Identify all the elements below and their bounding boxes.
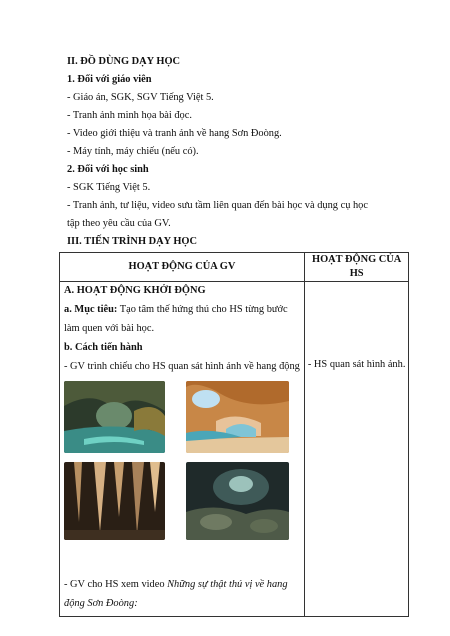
hs-cell xyxy=(304,282,409,617)
student-heading: 2. Đối với học sinh xyxy=(67,164,149,175)
student-item: tập theo yêu cầu của GV. xyxy=(67,218,171,229)
section-heading-process: III. TIẾN TRÌNH DẠY HỌC xyxy=(67,236,198,247)
hs-step1: - HS quan sát hình ảnh. xyxy=(307,359,406,370)
teacher-heading: 1. Đối với giáo viên xyxy=(67,74,152,85)
video-title: Những sự thật thú vị về hang xyxy=(167,579,288,590)
teacher-item: - Video giới thiệu và tranh ảnh về hang Sơn Đoòng. xyxy=(67,128,282,139)
cave-photo-stalactites xyxy=(64,462,165,540)
goal-line xyxy=(64,303,300,322)
table-header-row xyxy=(60,253,409,282)
cave-photo-beach xyxy=(186,381,289,453)
teacher-item: - Giáo án, SGK, SGV Tiếng Việt 5. xyxy=(67,92,214,103)
section-heading-materials: II. ĐỒ DÙNG DẠY HỌC xyxy=(67,56,181,67)
cave-photo-river xyxy=(64,381,165,453)
goal-label: a. Mục tiêu: xyxy=(64,304,118,315)
cave-photo-chamber xyxy=(186,462,289,540)
goal-text-cont: làm quen với bài học. xyxy=(64,323,155,334)
student-item: - SGK Tiếng Việt 5. xyxy=(67,182,151,193)
gv-step2-prefix: - GV cho HS xem video xyxy=(64,579,168,590)
gv-step2 xyxy=(64,578,300,597)
student-item: - Tranh ảnh, tư liệu, video sưu tầm liên quan đến bài học và dụng cụ học xyxy=(67,200,368,211)
method-label: b. Cách tiến hành xyxy=(64,342,143,353)
gv-step1: - GV trình chiếu cho HS quan sát hình ảnh về hang động xyxy=(64,361,300,372)
header-gv: HOẠT ĐỘNG CỦA GV xyxy=(60,253,305,282)
activity-title: A. HOẠT ĐỘNG KHỞI ĐỘNG xyxy=(64,285,206,296)
goal-text: Tạo tâm thế hứng thú cho HS từng bước xyxy=(117,304,288,315)
teacher-item: - Máy tính, máy chiếu (nếu có). xyxy=(67,146,199,157)
teacher-item: - Tranh ảnh minh họa bài đọc. xyxy=(67,110,192,121)
header-hs: HOẠT ĐỘNG CỦA HS xyxy=(304,253,409,282)
video-title-cont: động Sơn Đoòng: xyxy=(64,598,138,609)
